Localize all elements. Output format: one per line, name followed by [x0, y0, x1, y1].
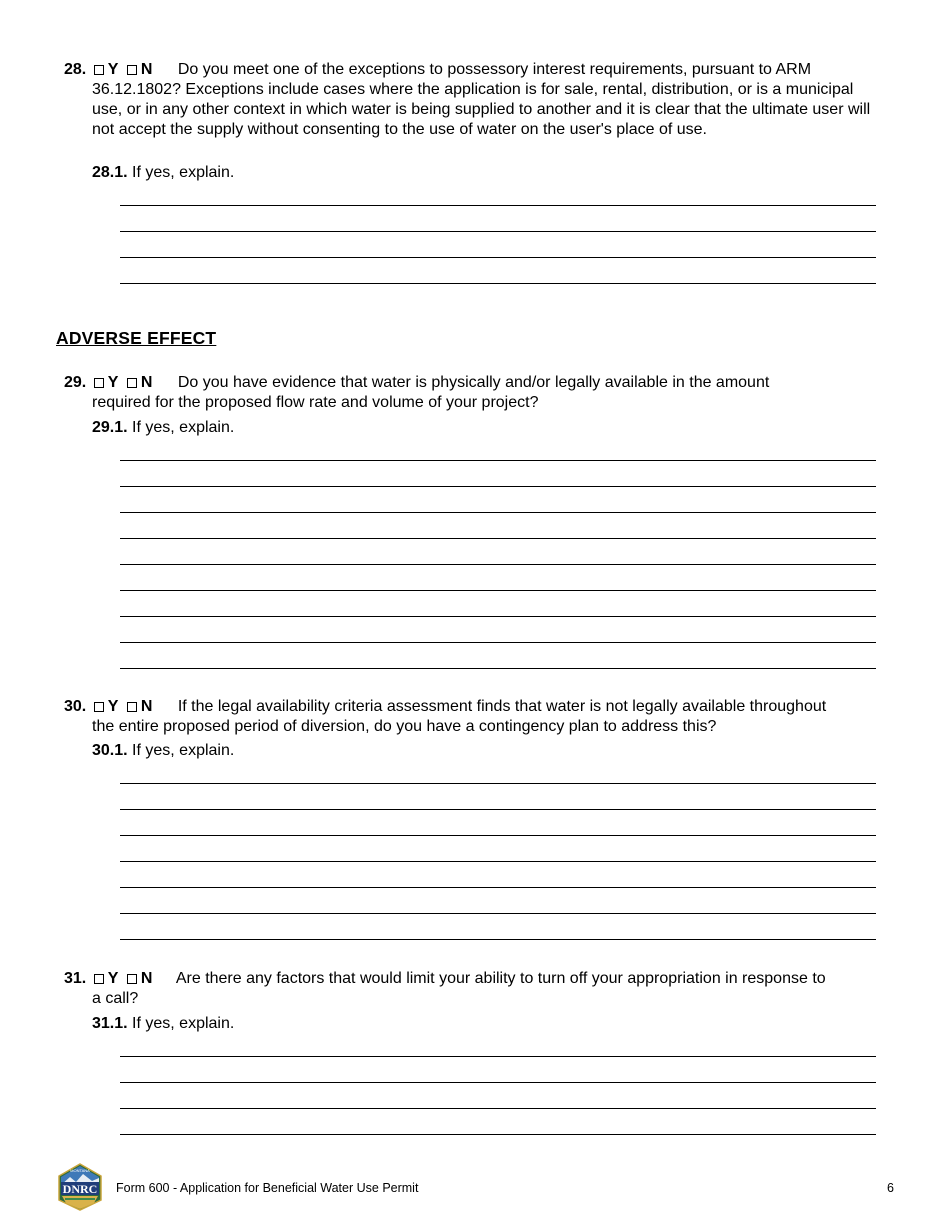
answer-line[interactable]	[120, 861, 876, 862]
no-label: N	[140, 374, 153, 391]
answer-line[interactable]	[120, 231, 876, 232]
question-number: 31.	[64, 970, 87, 987]
sub-question-number: 31.1.	[92, 1015, 128, 1032]
question-number: 28.	[64, 61, 87, 78]
answer-line[interactable]	[120, 668, 876, 669]
answer-line[interactable]	[120, 283, 876, 284]
answer-line[interactable]	[120, 512, 876, 513]
logo-text: DNRC	[62, 1182, 98, 1196]
sub-question-text: If yes, explain.	[132, 742, 235, 759]
sub-question-text: If yes, explain.	[132, 164, 235, 181]
yes-label: Y	[107, 970, 119, 987]
question-text: Do you meet one of the exceptions to possessory interest requirements, pursuant to ARM	[177, 61, 812, 78]
sub-question-text: If yes, explain.	[132, 419, 235, 436]
answer-line[interactable]	[120, 835, 876, 836]
question-number: 29.	[64, 374, 87, 391]
answer-line[interactable]	[120, 257, 876, 258]
sub-question-number: 28.1.	[92, 164, 128, 181]
question-text: Are there any factors that would limit your ability to turn off your appropriation in response to	[175, 970, 826, 987]
answer-line[interactable]	[120, 1108, 876, 1109]
yes-label: Y	[107, 61, 119, 78]
answer-line[interactable]	[120, 1082, 876, 1083]
logo-top-text: MONTANA	[70, 1168, 90, 1173]
answer-line[interactable]	[120, 205, 876, 206]
no-label: N	[140, 698, 153, 715]
dnrc-logo	[56, 1163, 104, 1211]
answer-line[interactable]	[120, 783, 876, 784]
answer-line[interactable]	[120, 887, 876, 888]
question-text: If the legal availability criteria assessment finds that water is not legally available throughout	[177, 698, 827, 715]
sub-question-30-1	[92, 741, 234, 761]
no-label: N	[140, 61, 153, 78]
answer-line[interactable]	[120, 809, 876, 810]
answer-line[interactable]	[120, 1134, 876, 1135]
sub-question-number: 30.1.	[92, 742, 128, 759]
yes-checkbox[interactable]	[94, 974, 104, 984]
question-text: Do you have evidence that water is physically and/or legally available in the amount	[177, 374, 770, 391]
answer-line[interactable]	[120, 538, 876, 539]
question-text-continued: a call?	[92, 990, 139, 1007]
answer-line[interactable]	[120, 590, 876, 591]
yes-checkbox[interactable]	[94, 378, 104, 388]
answer-line[interactable]	[120, 939, 876, 940]
page-number: 6	[887, 1181, 894, 1195]
sub-question-29-1	[92, 418, 234, 438]
question-28	[64, 60, 876, 140]
answer-line[interactable]	[120, 616, 876, 617]
no-checkbox[interactable]	[127, 378, 137, 388]
yes-checkbox[interactable]	[94, 65, 104, 75]
answer-line[interactable]	[120, 913, 876, 914]
no-checkbox[interactable]	[127, 702, 137, 712]
section-title: ADVERSE EFFECT	[56, 328, 217, 348]
answer-line[interactable]	[120, 564, 876, 565]
question-30	[64, 697, 876, 737]
no-label: N	[140, 970, 153, 987]
sub-question-number: 29.1.	[92, 419, 128, 436]
form-title: Form 600 - Application for Beneficial Water Use Permit	[116, 1181, 419, 1195]
question-number: 30.	[64, 698, 87, 715]
answer-line[interactable]	[120, 1056, 876, 1057]
no-checkbox[interactable]	[127, 974, 137, 984]
yes-label: Y	[107, 374, 119, 391]
answer-line[interactable]	[120, 486, 876, 487]
question-text-continued: required for the proposed flow rate and volume of your project?	[92, 394, 539, 411]
question-text-continued: 36.12.1802? Exceptions include cases where the application is for sale, rental, distribution, or is a municipal use, or in any other context in which water is being supplied to another and it is clear that the ultimate user will not accept the supply without consenting to the use of water on the user's place of use.	[92, 81, 871, 138]
answer-line[interactable]	[120, 642, 876, 643]
answer-line[interactable]	[120, 460, 876, 461]
no-checkbox[interactable]	[127, 65, 137, 75]
sub-question-28-1	[92, 163, 234, 183]
question-31	[64, 969, 876, 1009]
yes-checkbox[interactable]	[94, 702, 104, 712]
sub-question-text: If yes, explain.	[132, 1015, 235, 1032]
yes-label: Y	[107, 698, 119, 715]
question-29	[64, 373, 876, 413]
sub-question-31-1	[92, 1014, 234, 1034]
page-footer	[56, 1163, 894, 1211]
question-text-continued: the entire proposed period of diversion, do you have a contingency plan to address this?	[92, 718, 717, 735]
